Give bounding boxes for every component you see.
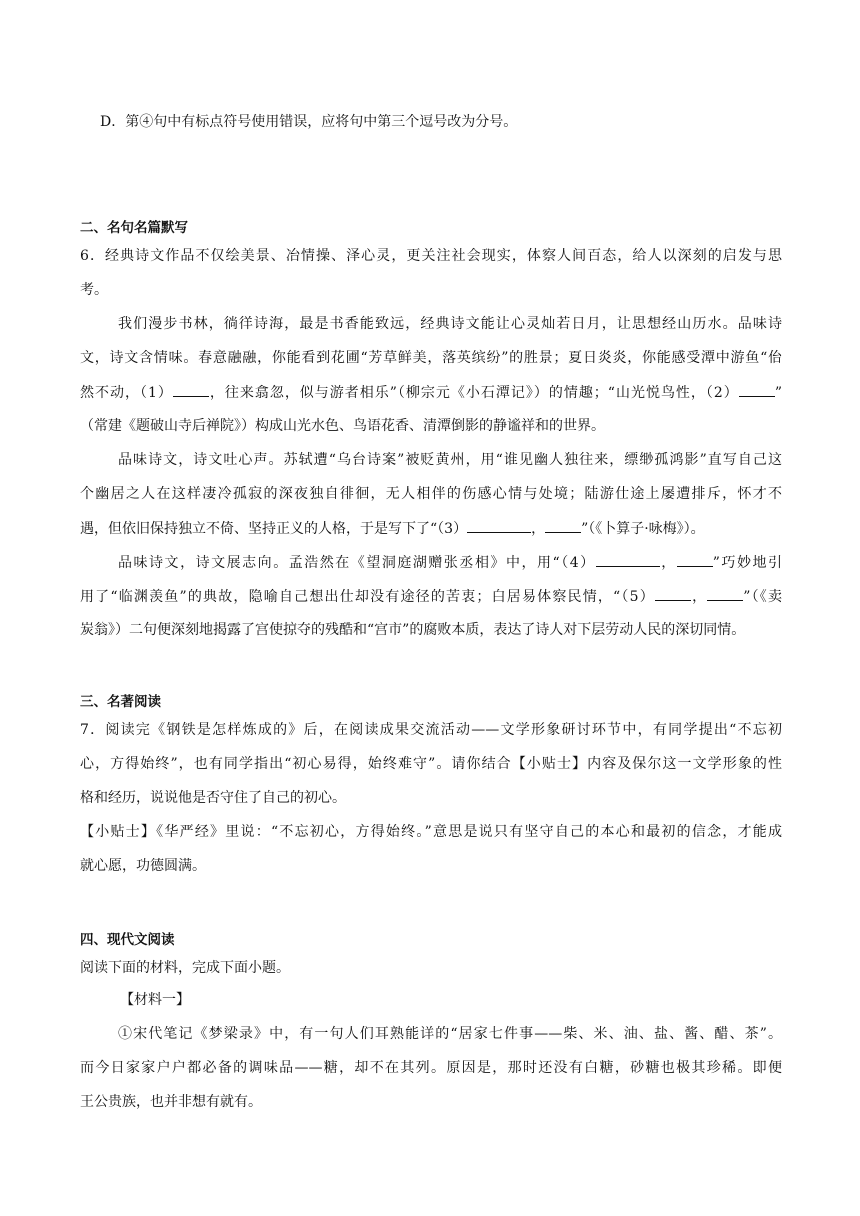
question-7-line2: 心，方得始终”，也有同学指出“初心易得，始终难守”。请你结合【小贴士】内容及保尔这一文学形象的性 bbox=[80, 756, 782, 772]
text-segment: 用了“临渊羡鱼”的典故，隐喻自己想出仕却没有途径的苦衷；白居易体察民情，“（5） bbox=[80, 589, 655, 605]
material1-line2: 而今日家家户户都必备的调味品——糖，却不在其列。原因是，那时还没有白糖，砂糖也极其珍稀。即便 bbox=[80, 1060, 782, 1076]
answer-blank-1[interactable] bbox=[173, 382, 209, 397]
paragraph1-line1: 我们漫步书林，徜徉诗海，最是书香能致远，经典诗文能让心灵灿若日月，让思想经山历水。品味诗 bbox=[118, 316, 782, 332]
text-segment: ”（《卖 bbox=[743, 589, 782, 605]
text-segment: ” bbox=[774, 385, 782, 401]
answer-blank-3b[interactable] bbox=[545, 518, 581, 533]
text-segment: ， bbox=[531, 521, 546, 537]
question-7-line3: 格和经历，说说他是否守住了自己的初心。 bbox=[80, 790, 346, 806]
text-segment: ，往来翕忽，似与游者相乐”（柳宗元《小石潭记》）的情趣；“山光悦鸟性，（2） bbox=[208, 385, 739, 401]
question-6-line2: 考。 bbox=[80, 282, 108, 298]
section4-heading: 四、现代文阅读 bbox=[80, 932, 175, 948]
material-label: 【材料一】 bbox=[120, 992, 190, 1008]
text-segment: ”（《卜算子·咏梅》）。 bbox=[581, 521, 705, 537]
reading-intro: 阅读下面的材料，完成下面小题。 bbox=[80, 960, 290, 976]
text-segment: ， bbox=[690, 589, 708, 605]
section3-heading: 三、名著阅读 bbox=[80, 694, 161, 710]
paragraph2-line2: 个幽居之人在这样凄冷孤寂的深夜独自徘徊，无人相伴的伤感心情与处境；陆游仕途上屡遭排斥，怀才不 bbox=[80, 486, 782, 502]
answer-blank-3a[interactable] bbox=[467, 518, 531, 533]
question-6-line1: 6．经典诗文作品不仅绘美景、冶情操、泽心灵，更关注社会现实，体察人间百态，给人以深刻的启发与思 bbox=[80, 248, 782, 264]
paragraph1-line2: 文，诗文含情味。春意融融，你能看到花圃“芳草鲜美，落英缤纷”的胜景；夏日炎炎，你能感受潭中游鱼“佁 bbox=[80, 350, 782, 366]
answer-blank-4b[interactable] bbox=[677, 552, 713, 567]
paragraph3-line2 bbox=[80, 586, 782, 607]
question-7-line1: 7．阅读完《钢铁是怎样炼成的》后，在阅读成果交流活动——文学形象研讨环节中，有同学提出“不忘初 bbox=[80, 722, 782, 738]
answer-blank-5a[interactable] bbox=[655, 586, 691, 601]
section2-heading: 二、名句名篇默写 bbox=[80, 220, 188, 236]
answer-blank-2[interactable] bbox=[739, 382, 775, 397]
paragraph2-line1: 品味诗文，诗文吐心声。苏轼遭“乌台诗案”被贬黄州，用“谁见幽人独往来，缥缈孤鸿影”直写自己这 bbox=[118, 452, 782, 468]
answer-blank-5b[interactable] bbox=[707, 586, 743, 601]
text-segment: 然不动，（1） bbox=[80, 385, 173, 401]
tip-line2: 就心愿，功德圆满。 bbox=[80, 858, 206, 874]
paragraph3-line3: 炭翁》）二句便深刻地揭露了宫使掠夺的残酷和“宫市”的腐败本质，表达了诗人对下层劳动人民的深切同情。 bbox=[80, 622, 746, 638]
answer-blank-4a[interactable] bbox=[596, 552, 660, 567]
paragraph2-line3 bbox=[80, 518, 782, 539]
paragraph1-line4: （常建《题破山寺后禅院》）构成山光水色、鸟语花香、清潭倒影的静谧祥和的世界。 bbox=[80, 418, 605, 434]
paragraph3-line1 bbox=[118, 552, 782, 573]
material1-line1: ①宋代笔记《梦梁录》中，有一句人们耳熟能详的“居家七件事——柴、米、油、盐、酱、醋、茶”。 bbox=[118, 1026, 782, 1042]
option-d: D．第④句中有标点符号使用错误，应将句中第三个逗号改为分号。 bbox=[100, 114, 518, 130]
text-segment: 遇，但依旧保持独立不倚、坚持正义的人格，于是写下了“（3） bbox=[80, 521, 468, 537]
tip-line1: 【小贴士】《华严经》里说：“不忘初心，方得始终。”意思是说只有坚守自己的本心和最初的信念，才能成 bbox=[80, 824, 782, 840]
text-segment: 品味诗文，诗文展志向。孟浩然在《望洞庭湖赠张丞相》中，用“（4） bbox=[118, 555, 596, 571]
material1-line3: 王公贵族，也并非想有就有。 bbox=[80, 1094, 262, 1110]
text-segment: ”巧妙地引 bbox=[712, 555, 782, 571]
paragraph1-line3 bbox=[80, 382, 782, 403]
text-segment: ， bbox=[659, 555, 677, 571]
